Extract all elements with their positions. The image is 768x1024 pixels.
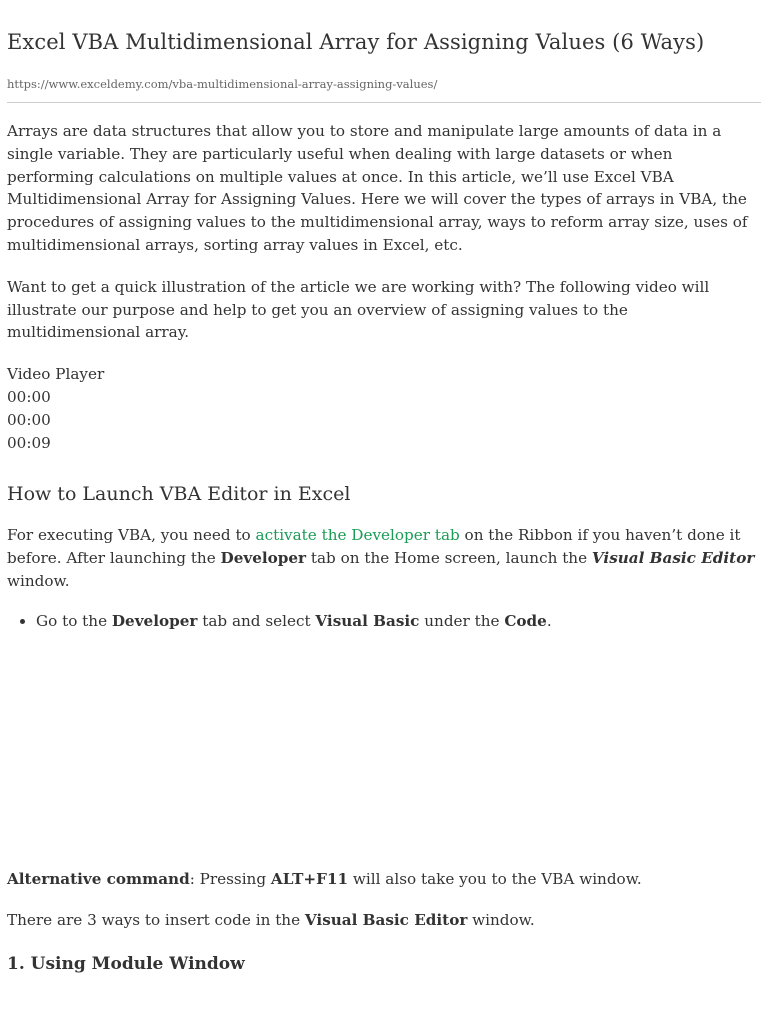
source-url: https://www.exceldemy.com/vba-multidimensional-array-assigning-values/ (7, 76, 761, 103)
steps-list (7, 610, 761, 633)
ways-text-2: window. (467, 911, 535, 930)
video-duration: 00:09 (7, 434, 51, 453)
launch-paragraph (7, 524, 761, 592)
ways-paragraph (7, 909, 761, 932)
image-placeholder (7, 632, 761, 868)
visual-basic-editor-bold-italic: Visual Basic Editor (591, 548, 755, 567)
step-text-4: . (546, 611, 552, 630)
step-code-bold: Code (504, 611, 547, 630)
intro-paragraph: Arrays are data structures that allow you to store and manipulate large amounts of data in a single variable. They are particularly useful when dealing with large datasets or when performing calculations on multiple values at once. In this article, we’ll use Excel VBA Multidimensional Array for Assigning Values. Here we will cover the types of arrays in VBA, the procedures of assigning values to the multidimensional array, ways to reform array size, uses of multidimensional arrays, sorting array values in Excel, etc. (7, 122, 748, 254)
alt-text-2: will also take you to the VBA window. (348, 870, 642, 889)
alternative-command-paragraph (7, 868, 761, 891)
launch-text-3: tab on the Home screen, launch the (306, 548, 592, 567)
video-current-time: 00:00 (7, 388, 51, 407)
video-player[interactable] (7, 363, 761, 455)
video-intro-paragraph: Want to get a quick illustration of the article we are working with? The following video will illustrate our purpose and help to get you an overview of assigning values to the multidimensional array. (7, 277, 710, 342)
launch-text-1: For executing VBA, you need to (7, 526, 256, 545)
ways-text-1: There are 3 ways to insert code in the (7, 911, 305, 930)
video-buffered-time: 00:00 (7, 411, 51, 430)
section-heading-launch-vba: How to Launch VBA Editor in Excel (7, 483, 351, 506)
step-developer-bold: Developer (111, 611, 198, 630)
subheading-module-window: 1. Using Module Window (7, 953, 245, 974)
alternative-command-bold: Alternative command (7, 870, 190, 889)
alt-keys-bold: ALT+F11 (270, 870, 349, 889)
ways-vbe-bold: Visual Basic Editor (304, 911, 468, 930)
step-visual-basic-bold: Visual Basic (315, 611, 420, 630)
step-text-2: tab and select (197, 611, 316, 630)
step-text-3: under the (419, 611, 505, 630)
developer-tab-link[interactable]: activate the Developer tab (255, 526, 460, 545)
launch-text-2: on the Ribbon if you haven’t done it before. After launching the (7, 526, 741, 567)
developer-bold: Developer (220, 548, 307, 567)
list-item (36, 610, 761, 633)
step-text-1: Go to the (36, 611, 112, 630)
article-title: Excel VBA Multidimensional Array for Assigning Values (6 Ways) (7, 30, 705, 54)
alt-text-1: : Pressing (189, 870, 271, 889)
launch-text-4: window. (7, 571, 70, 590)
video-player-label: Video Player (7, 365, 105, 384)
